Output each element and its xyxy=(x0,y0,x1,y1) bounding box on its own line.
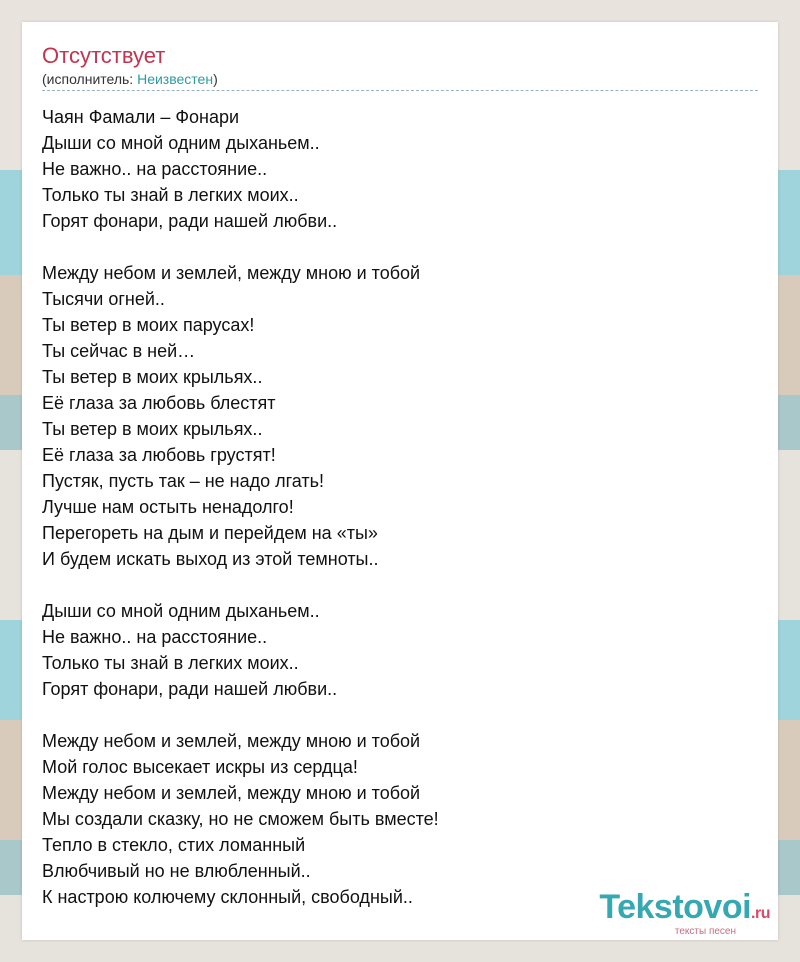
lyric-line: Ты сейчас в ней… xyxy=(42,341,196,361)
logo-name: Tekstovoi xyxy=(599,888,752,926)
lyric-line: Ты ветер в моих крыльях.. xyxy=(42,367,263,387)
lyric-line: Ты ветер в моих крыльях.. xyxy=(42,419,263,439)
logo-domain: .ru xyxy=(751,905,770,922)
lyric-line: Влюбчивый но не влюбленный.. xyxy=(42,861,311,881)
lyric-line: Не важно.. на расстояние.. xyxy=(42,159,268,179)
lyric-line: Только ты знай в легких моих.. xyxy=(42,653,299,673)
lyric-line: Её глаза за любовь грустят! xyxy=(42,445,276,465)
lyric-line: Между небом и землей, между мною и тобой xyxy=(42,731,421,751)
song-header xyxy=(42,42,758,91)
song-title: Отсутствует xyxy=(42,43,166,68)
lyric-line: Горят фонари, ради нашей любви.. xyxy=(42,211,338,231)
lyric-blank-line xyxy=(42,702,758,728)
lyric-line: Только ты знай в легких моих.. xyxy=(42,185,299,205)
lyric-line: Мой голос высекает искры из сердца! xyxy=(42,757,358,777)
lyric-line: И будем искать выход из этой темноты.. xyxy=(42,549,379,569)
lyric-line: Горят фонари, ради нашей любви.. xyxy=(42,679,338,699)
lyric-line: Не важно.. на расстояние.. xyxy=(42,627,268,647)
lyric-blank-line xyxy=(42,572,758,598)
lyric-line: Ты ветер в моих парусах! xyxy=(42,315,255,335)
lyric-line: Чаян Фамали – Фонари xyxy=(42,107,240,127)
lyric-line: Между небом и землей, между мною и тобой xyxy=(42,263,421,283)
lyric-line: Тысячи огней.. xyxy=(42,289,165,309)
lyric-line: К настрою колючему склонный, свободный.. xyxy=(42,887,413,907)
lyric-line: Между небом и землей, между мною и тобой xyxy=(42,783,421,803)
lyric-line: Тепло в стекло, стих ломанный xyxy=(42,835,306,855)
lyric-line: Перегореть на дым и перейдем на «ты» xyxy=(42,523,378,543)
logo-tagline: тексты песен xyxy=(674,926,736,937)
lyric-line: Лучше нам остыть ненадолго! xyxy=(42,497,294,517)
lyric-line: Мы создали сказку, но не сможем быть вместе! xyxy=(42,809,439,829)
site-logo[interactable] xyxy=(599,889,770,938)
lyrics-card xyxy=(22,22,778,940)
artist-prefix: (исполнитель: xyxy=(42,71,138,87)
lyric-line: Дыши со мной одним дыханьем.. xyxy=(42,133,320,153)
artist-suffix: ) xyxy=(213,71,218,87)
lyric-line: Пустяк, пусть так – не надо лгать! xyxy=(42,471,325,491)
lyric-line: Дыши со мной одним дыханьем.. xyxy=(42,601,320,621)
artist-link[interactable]: Неизвестен xyxy=(137,71,214,87)
lyric-blank-line xyxy=(42,234,758,260)
artist-line xyxy=(42,70,758,88)
lyric-line: Её глаза за любовь блестят xyxy=(42,393,276,413)
lyrics-text xyxy=(42,104,758,910)
